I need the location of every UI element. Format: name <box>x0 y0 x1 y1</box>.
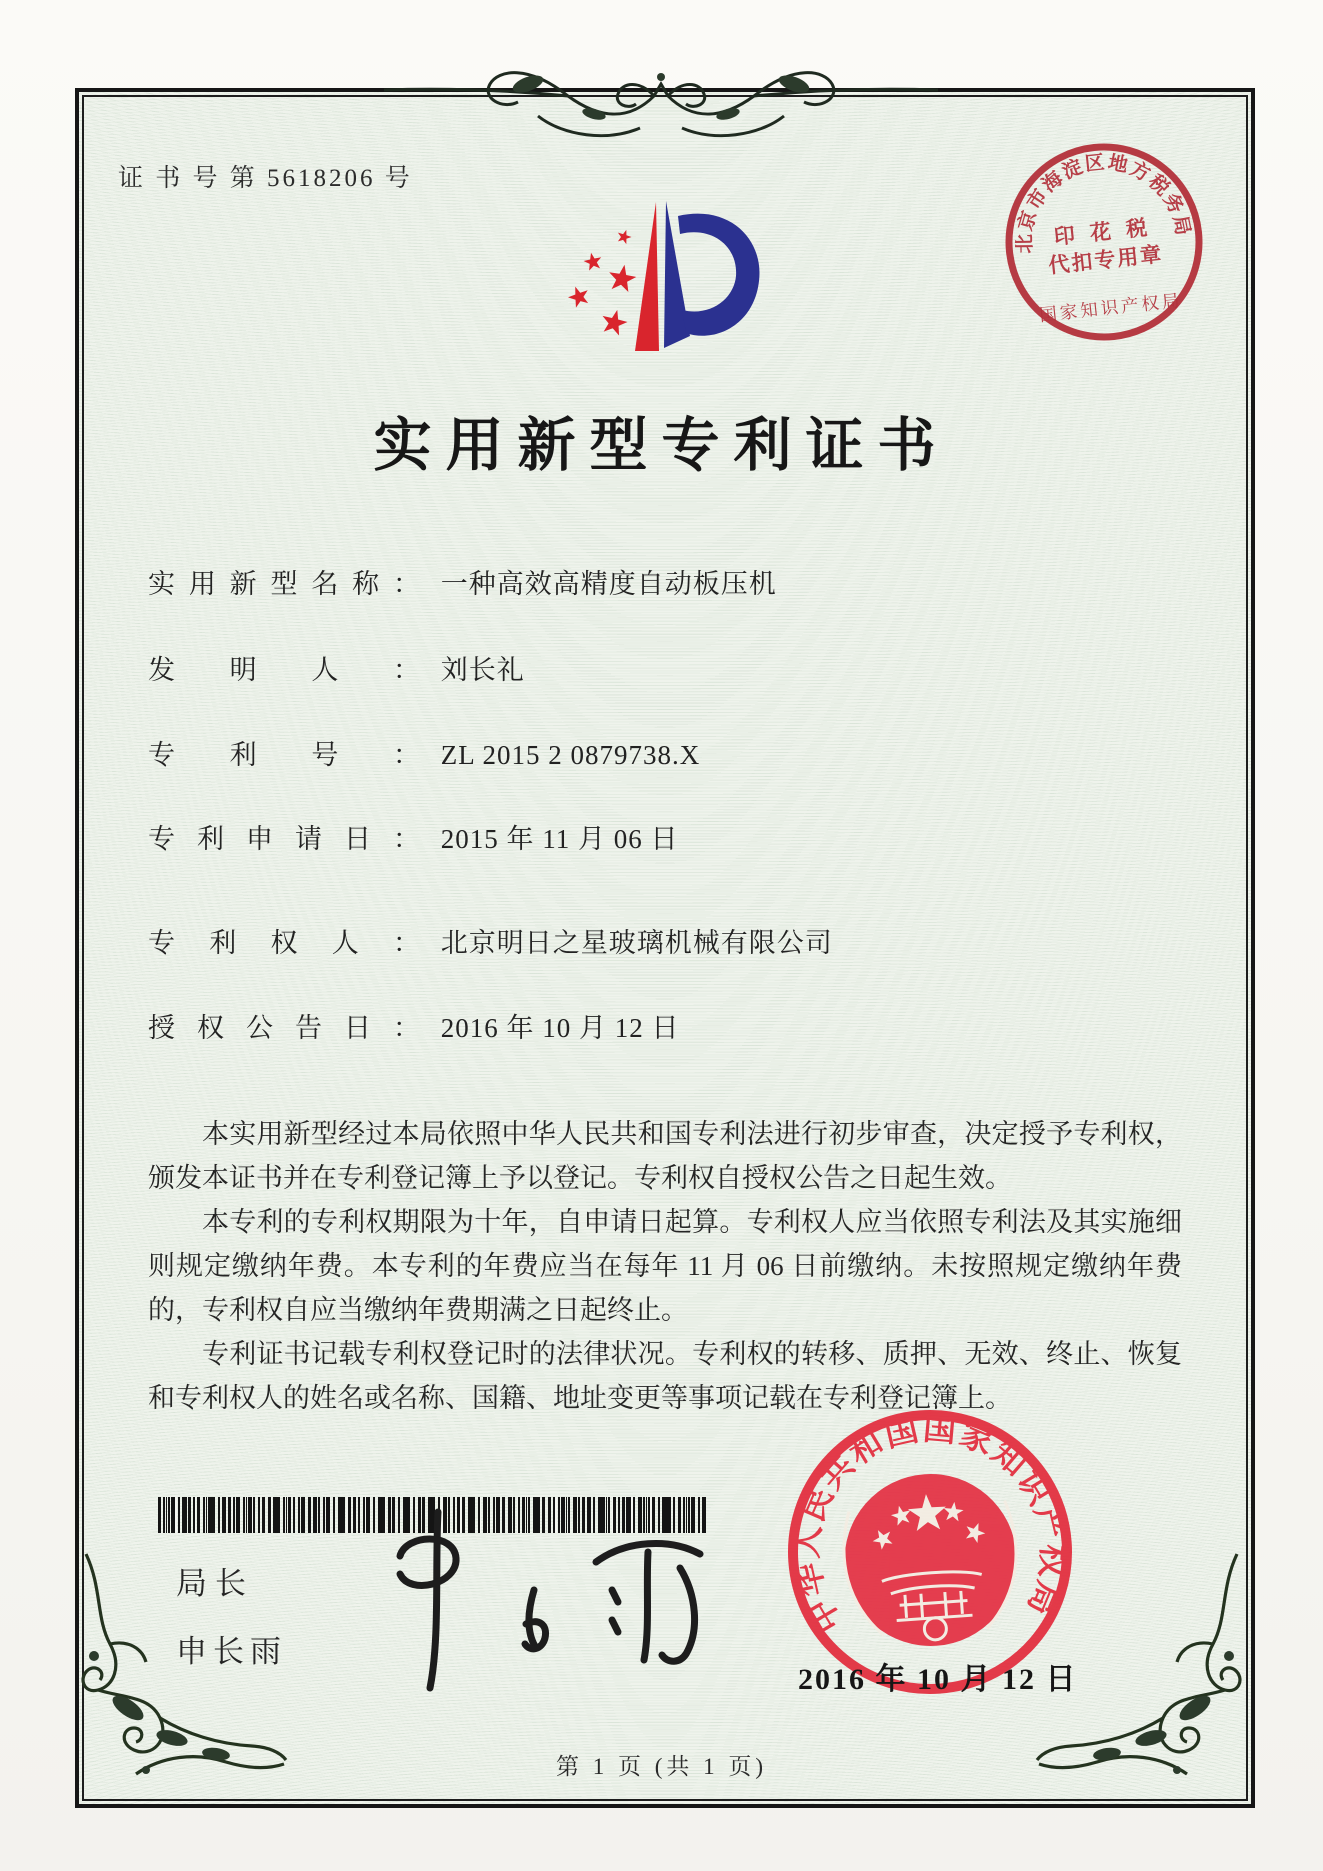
field-label: 专利申请日： <box>148 824 420 854</box>
field-value: 刘长礼 <box>440 655 525 685</box>
logo-stars <box>565 228 638 337</box>
field-label: 发明人： <box>148 655 420 685</box>
field-grant-date <box>148 1006 680 1045</box>
tax-stamp-line1: 印 花 税 <box>1052 214 1154 250</box>
tax-stamp-bottom-text: 国家知识产权局 <box>1038 290 1184 326</box>
logo-blue-p-bowl <box>678 214 759 336</box>
tax-stamp-line2: 代扣专用章 <box>1047 241 1165 278</box>
top-flourish-ornament <box>378 44 944 150</box>
logo-red-wedge <box>635 202 659 351</box>
field-value: 2016 年 10 月 12 日 <box>440 1013 680 1043</box>
tax-stamp <box>988 126 1221 359</box>
seal-emblem-disc <box>839 1468 1023 1652</box>
field-value: ZL 2015 2 0879738.X <box>440 740 701 770</box>
seal-date: 2016 年 10 月 12 日 <box>798 1663 1078 1696</box>
field-value: 2015 年 11 月 06 日 <box>440 824 679 854</box>
field-value: 北京明日之星玻璃机械有限公司 <box>440 928 833 958</box>
field-label: 授权公告日： <box>148 1013 420 1043</box>
field-inventor <box>148 648 525 687</box>
director-name: 申长雨 <box>176 1634 287 1669</box>
director-title: 局长 <box>176 1566 254 1601</box>
field-label: 实用新型名称： <box>148 569 420 599</box>
field-label: 专利权人： <box>148 928 420 958</box>
legal-paragraph-2: 本专利的专利权期限为十年，自申请日起算。专利权人应当依照专利法及其实施细则规定缴纳年费。本专利的年费应当在每年 11 月 06 日前缴纳。未按照规定缴纳年费的，专利权自应当缴纳年费期满之日起终止。 <box>148 1207 1182 1325</box>
certificate-title: 实用新型专利证书 <box>373 413 950 478</box>
field-value: 一种高效高精度自动板压机 <box>440 569 777 599</box>
field-patent-number <box>148 733 700 772</box>
field-patentee <box>148 921 833 960</box>
certificate-number: 证 书 号 第 5618206 号 <box>118 165 413 192</box>
legal-paragraph-1: 本实用新型经过本局依照中华人民共和国专利法进行初步审查，决定授予专利权，颁发本证书并在专利登记簿上予以登记。专利权自授权公告之日起生效。 <box>148 1119 1182 1193</box>
page-number-footer: 第 1 页 (共 1 页) <box>555 1754 768 1779</box>
field-filing-date <box>148 817 679 856</box>
sipo-logo <box>548 180 798 385</box>
field-label: 专利号： <box>148 740 420 770</box>
legal-paragraph-3: 专利证书记载专利权登记时的法律状况。专利权的转移、质押、无效、终止、恢复和专利权人的姓名或名称、国籍、地址变更等事项记载在专利登记簿上。 <box>148 1339 1182 1413</box>
tax-stamp-arc-text: 北京市海淀区地方税务局 <box>1014 152 1194 254</box>
legal-text-block <box>148 1112 1182 1420</box>
seal-arc-text: 中华人民共和国国家知识产权局 <box>788 1411 1071 1639</box>
director-signature <box>350 1498 720 1698</box>
field-utility-model-name <box>148 562 777 601</box>
